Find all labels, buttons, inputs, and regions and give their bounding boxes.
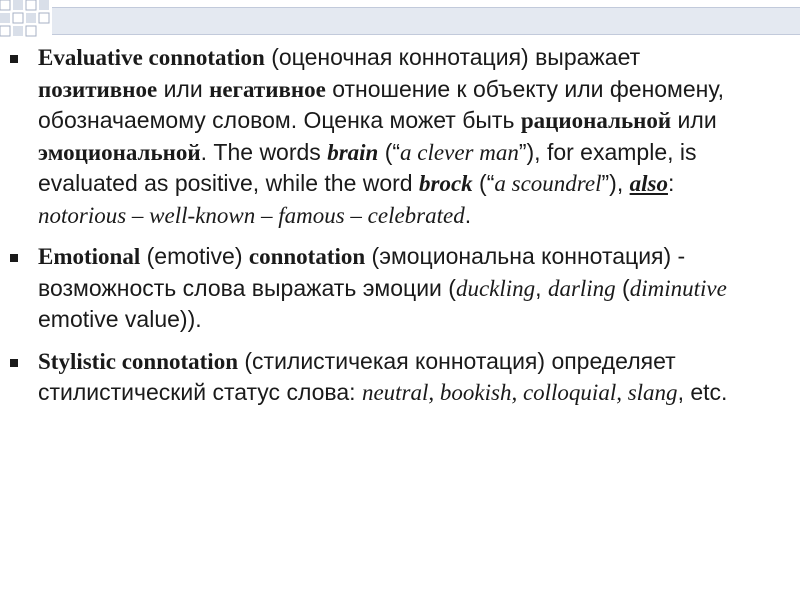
text-segment: . [464,201,472,228]
bullet-item-emotional [0,241,800,336]
text-segment: Emotional [38,244,141,269]
text-segment: ”), for example, is evaluated as positive, while the word [38,138,697,196]
text-segment: (“ [472,170,495,196]
text-segment: ( [615,274,630,301]
bullet-item-stylistic [0,346,800,409]
text-segment: . The words [200,138,328,165]
decorative-header-pattern [0,0,800,40]
text-segment: (“ [378,138,401,165]
text-segment: neutral, bookish, colloquial, slang [361,380,678,405]
bullet-item-evaluative [0,42,800,231]
text-segment: a clever man [400,139,519,165]
text-segment: или [671,107,717,133]
bullet-text [38,44,724,228]
text-segment: (оценочная коннотация) выражает [264,44,641,70]
text-segment: негативное [209,76,326,102]
text-segment: (emotive) [140,243,249,269]
text-segment: позитивное [38,76,158,102]
text-segment: also [629,171,668,196]
text-segment: рациональной [520,108,672,133]
text-segment: Stylistic connotation [38,348,238,374]
text-segment: brock [419,171,473,196]
text-segment: ”), [601,170,630,196]
text-segment: эмоциональной [38,139,201,165]
text-segment: : [667,170,675,196]
text-segment: отношение к объекту или феномену, обозначаемому словом. Оценка может быть [38,75,724,133]
text-segment: или [157,75,210,102]
text-segment: notorious – well-known – famous – celebrated [38,202,465,228]
text-segment: Evaluative connotation [38,45,265,70]
text-segment: darling [547,275,616,301]
square-bullet-icon [10,359,18,367]
square-bullet-icon [10,254,18,262]
text-segment: , etc. [677,379,728,405]
bullet-text [38,243,727,332]
text-segment: , [535,274,548,301]
bullet-text [38,348,727,406]
text-segment: emotive value)). [38,306,202,332]
slide-content [0,42,800,419]
text-segment: (стилистичекая коннотация) определяет стилистический статус слова: [38,347,676,405]
text-segment: connotation [248,244,366,269]
text-segment: diminutive [629,275,727,301]
text-segment: brain [327,139,379,165]
text-segment: (эмоциональна коннотация) - возможность слова выражать эмоции ( [38,243,686,301]
square-bullet-icon [10,55,18,63]
text-segment: a scoundrel [494,171,602,196]
text-segment: duckling [455,275,536,301]
